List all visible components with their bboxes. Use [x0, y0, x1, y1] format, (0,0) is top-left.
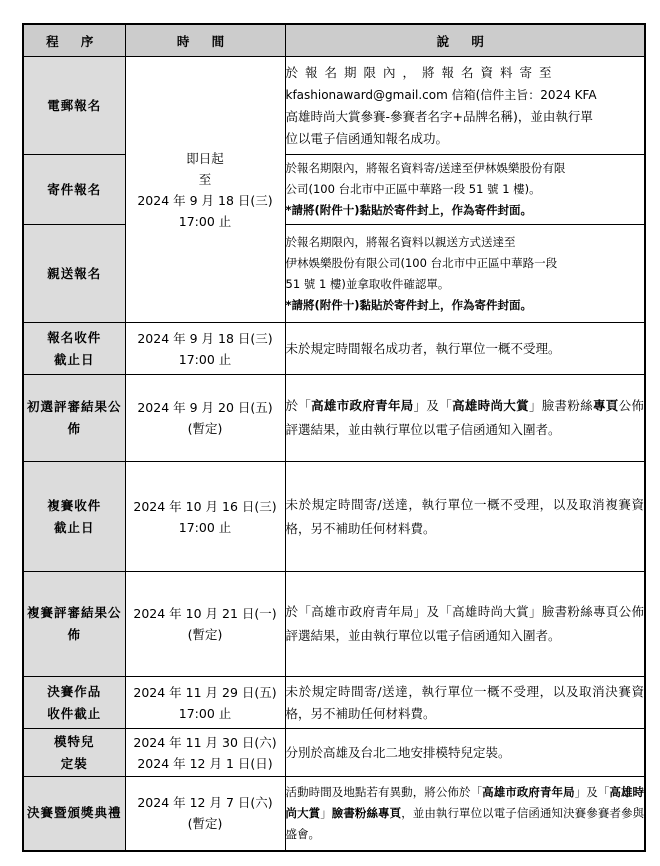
step-ceremony: 決賽暨頒獎典禮	[23, 777, 125, 851]
desc-prelim-a: 於「	[285, 398, 312, 413]
schedule-table	[22, 23, 646, 852]
header-time: 時 間	[125, 24, 285, 57]
desc-prelim-f: 專頁	[593, 398, 619, 413]
desc-email-line3: 高雄時尚大賞參賽-參賽者名字+品牌名稱)，並由執行單	[285, 108, 593, 124]
desc-fitting: 分別於高雄及台北二地安排模特兒定裝。	[285, 729, 645, 777]
step-prelim: 初選評審結果公佈	[23, 375, 125, 462]
desc-prelim-g: 公佈評選結果，並由執行單位以電子信函通知入圍者。	[285, 398, 644, 437]
header-step: 程 序	[23, 24, 125, 57]
time-semi-result-line2: (暫定)	[187, 627, 223, 642]
step-semi-deadline	[23, 462, 125, 572]
desc-deadline: 未於規定時間報名成功者，執行單位一概不受理。	[285, 323, 645, 375]
table-row-email	[23, 57, 645, 155]
desc-prelim-e: 」臉書粉絲	[528, 398, 593, 413]
time-prelim-line2: (暫定)	[187, 421, 223, 436]
time-signup-line2: 至	[198, 171, 212, 187]
time-semi-deadline-line2: 17:00 止	[178, 519, 232, 535]
time-ceremony-line1: 2024 年 12 月 7 日(六)	[137, 795, 273, 811]
time-deadline-line1: 2024 年 9 月 18 日(三)	[137, 330, 273, 346]
step-delivery: 親送報名	[23, 225, 125, 323]
desc-semi-deadline: 未於規定時間寄/送達，執行單位一概不受理，以及取消複賽資格，另不補助任何材料費。	[285, 462, 645, 572]
step-semi-deadline-line2: 截止日	[53, 519, 95, 535]
time-final-deadline	[125, 677, 285, 729]
time-semi-result	[125, 572, 285, 677]
step-deadline-line1: 報名收件	[47, 329, 102, 345]
step-deadline-line2: 截止日	[53, 351, 95, 367]
desc-delivery-line3: 51 號 1 樓)並拿取收件確認單。	[285, 276, 450, 291]
step-fitting-line1: 模特兒	[53, 733, 95, 749]
desc-ceremony-b: 高雄市政府青年局	[482, 784, 575, 799]
time-signup	[125, 57, 285, 323]
desc-email	[285, 57, 645, 155]
desc-delivery-line4: *請將(附件十)黏貼於寄件封上，作為寄件封面。	[285, 297, 533, 312]
time-final-deadline-line1: 2024 年 11 月 29 日(五)	[133, 684, 277, 700]
desc-ceremony-g: ，並由執行單位以電子信函通知決賽參賽者參與盛會。	[285, 805, 645, 841]
header-row	[23, 24, 645, 57]
time-ceremony	[125, 777, 285, 851]
desc-final-deadline: 未於規定時間寄/送達，執行單位一概不受理，以及取消決賽資格，另不補助任何材料費。	[285, 677, 645, 729]
desc-delivery-line2: 伊林娛樂股份有限公司(100 台北市中正區中華路一段	[285, 255, 558, 270]
desc-prelim-d: 高雄時尚大賞	[452, 398, 529, 413]
desc-ceremony	[285, 777, 645, 851]
desc-email-line2: kfashionaward@gmail.com 信箱(信件主旨：2024 KFA	[285, 87, 597, 102]
desc-delivery	[285, 225, 645, 323]
time-deadline-line2: 17:00 止	[178, 351, 232, 367]
time-prelim	[125, 375, 285, 462]
table-row-semi-result	[23, 572, 645, 677]
table-row-final-deadline	[23, 677, 645, 729]
desc-ceremony-c: 」及「	[574, 784, 610, 799]
desc-prelim-c: 」及「	[413, 398, 453, 413]
step-fitting-line2: 定裝	[60, 755, 88, 771]
time-fitting	[125, 729, 285, 777]
time-signup-line3: 2024 年 9 月 18 日(三)	[137, 192, 273, 208]
time-deadline	[125, 323, 285, 375]
table-row-semi-deadline	[23, 462, 645, 572]
table-row-prelim	[23, 375, 645, 462]
step-final-deadline-line2: 收件截止	[47, 705, 102, 721]
step-fitting	[23, 729, 125, 777]
desc-email-line4: 位以電子信函通知報名成功。	[285, 130, 449, 146]
time-prelim-line1: 2024 年 9 月 20 日(五)	[137, 400, 273, 415]
desc-delivery-line1: 於報名期限內，將報名資料以親送方式送達至	[285, 234, 516, 249]
time-final-deadline-line2: 17:00 止	[178, 705, 232, 721]
table-row-mail	[23, 155, 645, 225]
step-final-deadline	[23, 677, 125, 729]
step-semi-result: 複賽評審結果公佈	[23, 572, 125, 677]
desc-mail-line1: 於報名期限內，將報名資料寄/送達至伊林娛樂股份有限	[285, 161, 566, 175]
time-semi-result-line1: 2024 年 10 月 21 日(一)	[133, 606, 277, 621]
desc-ceremony-f: 臉書粉絲專頁	[331, 805, 402, 820]
time-signup-line1: 即日起	[186, 150, 224, 166]
time-ceremony-line2: (暫定)	[187, 816, 223, 832]
desc-semi-result: 於「高雄市政府青年局」及「高雄時尚大賞」臉書粉絲專頁公佈評選結果，並由執行單位以電子信函通知入圍者。	[285, 572, 645, 677]
table-row-fitting	[23, 729, 645, 777]
desc-mail	[285, 155, 645, 225]
time-signup-line4: 17:00 止	[178, 213, 232, 229]
time-semi-deadline	[125, 462, 285, 572]
desc-ceremony-a: 活動時間及地點若有異動，將公佈於「	[285, 784, 483, 799]
desc-ceremony-e: 」	[320, 805, 332, 820]
table-row-deadline	[23, 323, 645, 375]
time-fitting-line2: 2024 年 12 月 1 日(日)	[137, 755, 273, 771]
desc-mail-line3: *請將(附件十)黏貼於寄件封上，作為寄件封面。	[285, 203, 533, 217]
desc-email-line1: 於報名期限內，將報名資料寄至	[285, 64, 559, 80]
desc-prelim-b: 高雄市政府青年局	[311, 398, 414, 413]
step-deadline	[23, 323, 125, 375]
step-final-deadline-line1: 決賽作品	[47, 683, 102, 699]
table-row-delivery	[23, 225, 645, 323]
desc-ceremony-d: 高雄時尚大賞	[285, 784, 645, 820]
desc-prelim	[285, 375, 645, 462]
time-semi-deadline-line1: 2024 年 10 月 16 日(三)	[133, 498, 277, 514]
header-desc: 說 明	[285, 24, 645, 57]
time-fitting-line1: 2024 年 11 月 30 日(六)	[133, 734, 277, 750]
step-mail: 寄件報名	[23, 155, 125, 225]
desc-mail-line2: 公司(100 台北市中正區中華路一段 51 號 1 樓)。	[285, 182, 541, 196]
step-email: 電郵報名	[23, 57, 125, 155]
table-row-ceremony	[23, 777, 645, 851]
step-semi-deadline-line1: 複賽收件	[47, 497, 102, 513]
